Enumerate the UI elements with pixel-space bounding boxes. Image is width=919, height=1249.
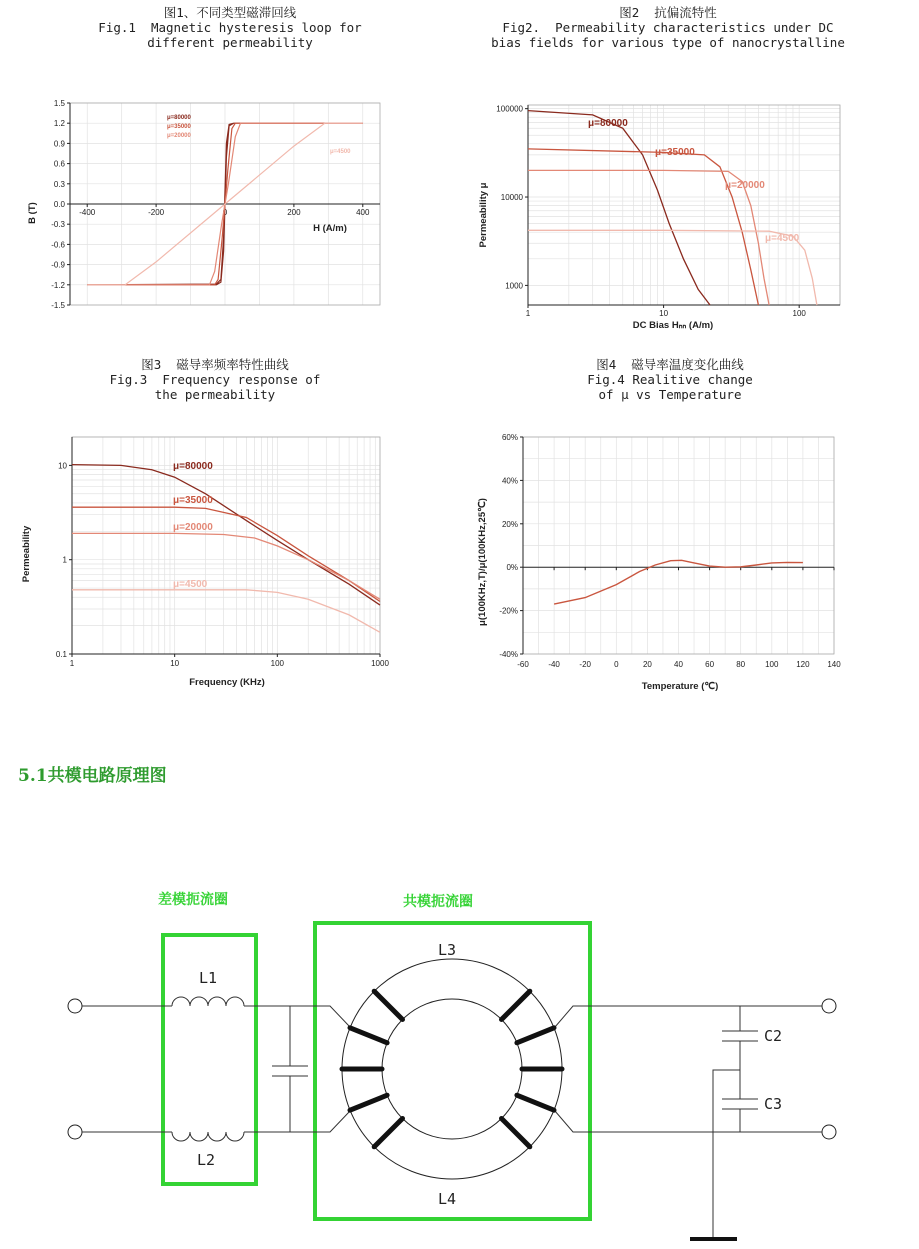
circuit-diagram [0,849,919,1249]
terminal-out-bottom [822,1125,836,1139]
x-tick-label: 120 [796,660,810,669]
series-label: μ=35000 [655,147,695,158]
x-tick-label: 0 [222,208,228,217]
y-tick-label: 1000 [505,281,523,291]
x-tick-label: 100 [765,660,779,669]
x-tick-label: 40 [674,660,683,669]
winding-turn [350,1028,387,1043]
x-tick-label: -20 [579,660,591,669]
x-tick-label: -60 [517,660,529,669]
x-tick-label: -200 [148,208,165,217]
chart-dc-bias [468,5,868,335]
y-tick-label: 20% [501,519,518,529]
x-tick-label: 100 [270,659,285,668]
y-tick-label: 0.6 [53,159,65,169]
axes [499,433,841,669]
x-tick-label: -40 [548,660,560,669]
y-tick-label: 1 [62,555,67,565]
grid [72,437,380,654]
x-axis-label: Frequency (KHz) [189,677,265,688]
winding-turn [374,1119,402,1147]
winding-turn [517,1095,554,1110]
x-tick-label: 200 [287,208,301,217]
winding-turn [502,991,530,1019]
y-tick-label: 10 [58,461,67,471]
chart-temperature [470,357,870,702]
terminal-in-top [68,999,82,1013]
y-tick-label: -0.6 [51,240,65,250]
inductor-l3-label: L3 [438,941,457,959]
series-label: μ=20000 [173,522,213,533]
series-label: μ=20000 [725,180,765,191]
x-tick-label: 400 [356,208,370,217]
series-line [72,507,380,601]
chart-svg [27,5,430,315]
y-tick-label: 60% [501,433,518,442]
y-tick-label: 0.1 [55,650,67,659]
y-tick-label: -20% [499,606,518,616]
winding-turn [502,1119,530,1147]
x-tick-label: 1 [525,309,531,318]
y-tick-label: -1.5 [51,301,65,310]
y-tick-label: 0.9 [53,139,65,149]
chart-svg [468,5,868,335]
x-tick-label: 0 [614,660,619,669]
dm-choke-label: 差模扼流圈 [158,892,228,908]
x-axis-label: DC Bias Hₙₙ (A/m) [632,320,714,331]
chart-svg [15,357,415,692]
chart-hysteresis [27,5,430,315]
x-axis-label: H (A/m) [313,223,347,234]
x-axis-label: Temperature (℃) [641,681,719,692]
y-tick-label: 40% [501,476,518,486]
series-label: μ=20000 [167,133,191,139]
y-tick-label: 0.3 [53,179,65,189]
y-tick-label: -0.3 [51,220,65,230]
x-tick-label: 20 [642,660,652,669]
inductor-l2-label: L2 [197,1151,216,1169]
y-tick-label: -0.9 [51,260,65,270]
series-label: μ=80000 [588,118,628,129]
x-tick-label: 1 [69,659,75,668]
y-tick-label: 0.0 [53,200,65,209]
y-tick-label: -40% [499,650,518,659]
terminal-out-top [822,999,836,1013]
y-axis-label: μ(100KHz,T)/μ(100KHz,25℃) [477,498,488,626]
y-tick-label: 100000 [496,104,523,114]
x-tick-label: 80 [736,660,746,669]
x-tick-label: 10 [659,309,669,318]
winding-turn [374,991,402,1019]
grid [528,105,840,305]
y-axis-label: B (T) [27,202,38,224]
winding-turn [350,1095,387,1110]
inductor-l1-label: L1 [199,969,218,987]
y-axis-label: Permeability μ [478,182,489,248]
y-tick-label: 10000 [500,193,523,203]
x-tick-label: 60 [705,660,715,669]
toroid-windings [342,991,562,1147]
chart-frequency [15,357,415,692]
series-label: μ=4500 [330,149,351,155]
chart-title: 图3 磁导率频率特性曲线 Fig.3 Frequency response of the permeability [109,357,321,402]
x-tick-label: 140 [827,660,841,669]
y-tick-label: 0% [506,563,518,573]
cm-choke-label: 共模扼流圈 [403,894,473,910]
y-tick-label: 1.5 [53,99,65,108]
series-label: μ=80000 [173,461,213,472]
winding-turn [517,1028,554,1043]
series-label: μ=35000 [173,495,213,506]
chart-title: 图1、不同类型磁滞回线 Fig.1 Magnetic hysteresis loop for different permeability [98,5,362,50]
x-tick-label: 100 [792,309,806,318]
series-line [528,111,710,305]
axes [496,105,840,318]
chart-title: 图4 磁导率温度变化曲线 Fig.4 Realitive change of μ vs Temperature [587,357,753,402]
series-label: μ=80000 [167,115,191,121]
capacitor-c2-label: C2 [764,1027,783,1045]
series-label: μ=4500 [173,579,208,590]
inductor-l4-label: L4 [438,1190,457,1208]
y-tick-label: -1.2 [51,280,65,290]
grid [523,437,834,654]
chart-svg [470,357,870,702]
y-tick-label: 1.2 [53,119,65,129]
terminal-in-bottom [68,1125,82,1139]
x-tick-label: 10 [170,659,180,668]
section-heading: 5.1共模电路原理图 [18,766,167,786]
series-label: μ=4500 [765,233,800,244]
axes [51,99,380,310]
chart-title: 图2 抗偏流特性 Fig2. Permeability characteristics under DC bias fields for various type of nanocrystalline [491,5,845,50]
series-label: μ=35000 [167,124,191,130]
x-tick-label: 1000 [371,659,389,668]
capacitor-c3-label: C3 [764,1095,783,1113]
series-line [528,149,758,305]
y-axis-label: Permeability [21,525,32,583]
x-tick-label: -400 [79,208,96,217]
